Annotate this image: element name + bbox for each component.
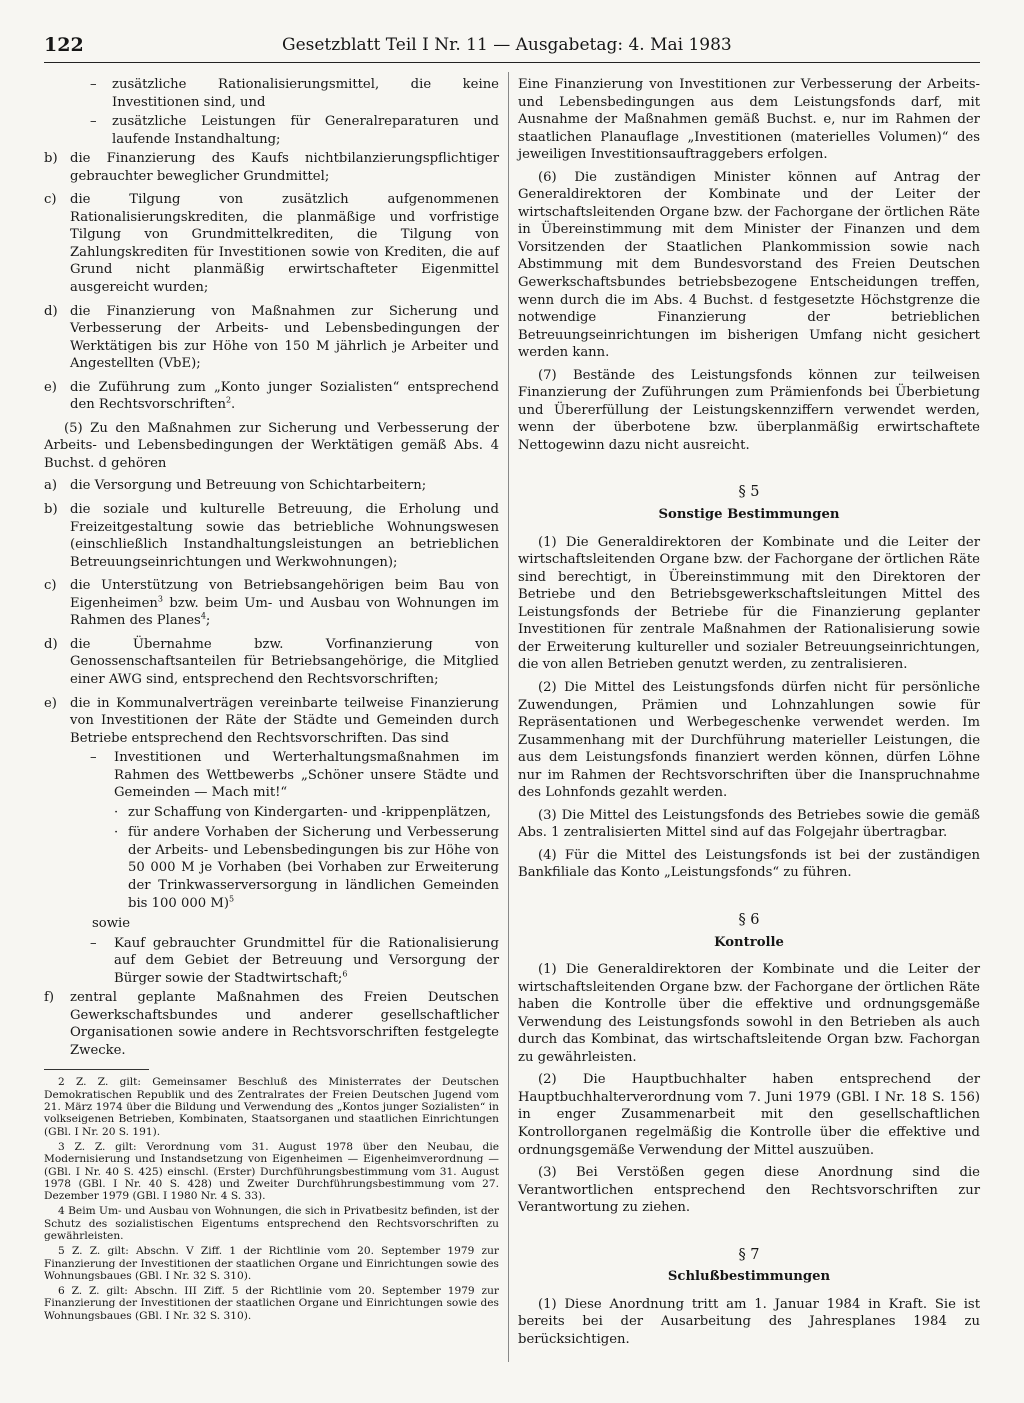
list-item: b) die soziale und kulturelle Betreuung, die Erholung und Freizeitgestaltung sowie das betriebliche Wohnungswesen (einschließlich Instandhaltungsleistungen an betrieblichen Betreuungseinrichtungen und Werkwohnungen); bbox=[44, 502, 499, 570]
list-item: – Kauf gebrauchter Grundmittel für die Rationalisierung auf dem Gebiet der Betreuung und Versorgung der Bürger sowie der Stadtwirtschaft;$^6$ bbox=[90, 935, 499, 986]
list-item: f) zentral geplante Maßnahmen des Freien Deutschen Gewerkschaftsbundes und anderer gesellschaftlicher Organisationen sowie andere in Rechtsvorschriften festgelegte Zwecke. bbox=[44, 990, 499, 1058]
paragraph: (3) Bei Verstößen gegen diese Anordnung sind die Verantwortlichen entsprechend den Rechtsvorschriften zur Verantwortung zu ziehen. bbox=[518, 1165, 980, 1216]
paragraph: (1) Die Generaldirektoren der Kombinate und die Leiter der wirtschaftsleitenden Organe bzw. der Fachorgane der örtlichen Räte haben die Kontrolle über die effektive und ordnungsgemäße Verwendung des Leistungsfonds sowohl in den Betrieben als auch durch das Kombinat, das wirtschaftsleitende Organ bzw. Fachorgan zu gewährleisten. bbox=[518, 962, 980, 1065]
column-divider bbox=[508, 72, 509, 1362]
footnote: 2 Z. Z. gilt: Gemeinsamer Beschluß des Ministerrates der Deutschen Demokratischen Republik und des Zentralrates der Freien Deutschen Jugend vom 21. März 1974 über die Bildung und Verwendung des „Kontos junger Sozialisten“ in volkseigenen Betrieben, Kombinaten, Staatsorganen und staatlichen Einrichtungen (GBl. I Nr. 20 S. 191). bbox=[44, 1076, 499, 1138]
paragraph-7: (7) Bestände des Leistungsfonds können zur teilweisen Finanzierung der Zuführungen zum Prämienfonds bei Überbietung und Übererfüllung der Leistungskennziffern verwendet werden, wenn der überbotene bzw. überplanmäßig erwirtschaftete Nettogewinn dazu nicht ausreicht. bbox=[518, 367, 980, 453]
footnote: 6 Z. Z. gilt: Abschn. III Ziff. 5 der Richtlinie vom 20. September 1979 zur Finanzierung der Investitionen der staatlichen Organe und Einrichtungen sowie des Wohnungsbaues (GBl. I Nr. 32 S. 310). bbox=[44, 1285, 499, 1322]
list-item: · zur Schaffung von Kindergarten- und -krippenplätzen, bbox=[114, 804, 491, 820]
page-number: 122 bbox=[44, 34, 84, 56]
paragraph: (2) Die Hauptbuchhalter haben entsprechend der Hauptbuchhalterverordnung vom 7. Juni 1979 (GBl. I Nr. 18 S. 156) in enger Zusammenarbeit mit den gesellschaftlichen Kontrollorganen regelmäßig die Kontrolle über die effektive und ordnungsgemäße Verwendung der Mittel auszuüben. bbox=[518, 1072, 980, 1158]
page-header bbox=[44, 30, 980, 63]
section-title: Schlußbestimmungen bbox=[667, 1269, 831, 1285]
list-item: b) die Finanzierung des Kaufs nichtbilanzierungspflichtiger gebrauchter beweglicher Grundmittel; bbox=[44, 151, 499, 184]
list-item: – zusätzliche Rationalisierungsmittel, die keine Investitionen sind, und bbox=[90, 77, 499, 110]
footnote: 4 Beim Um- und Ausbau von Wohnungen, die sich in Privatbesitz befinden, ist der Schutz des sozialistischen Eigentums entsprechend den Rechtsvorschriften zu gewährleisten. bbox=[44, 1205, 499, 1242]
sowie-text: sowie bbox=[92, 916, 131, 932]
paragraph: (1) Diese Anordnung tritt am 1. Januar 1984 in Kraft. Sie ist bereits bei der Ausarbeitung des Jahresplanes 1984 zu berücksichtigen. bbox=[518, 1296, 980, 1347]
footnote: 3 Z. Z. gilt: Verordnung vom 31. August 1978 über den Neubau, die Modernisierung und Instandsetzung von Eigenheimen — Eigenheimverordnung — (GBl. I Nr. 40 S. 425) einschl. (Erster) Durchführungsbestimmung vom 31. August 1978 (GBl. I Nr. 40 S. 428) und Zweiter Durchführungsbestimmung vom 27. Dezember 1979 (GBl. I 1980 Nr. 4 S. 33). bbox=[44, 1140, 499, 1203]
list-item: e) die in Kommunalverträgen vereinbarte teilweise Finanzierung von Investitionen der Räte der Städte und Gemeinden durch Betriebe entsprechend den Rechtsvorschriften. Das sind bbox=[44, 695, 499, 746]
list-item: c) die Tilgung von zusätzlich aufgenommenen Rationalisierungskrediten, die planmäßige und vorfristige Tilgung von Grundmittelkrediten, die Tilgung von Zahlungskrediten für Investitionen sowie von Krediten, die auf Grund nicht planmäßig erwirtschafteter Eigenmittel ausgereicht wurden; bbox=[44, 192, 499, 296]
right-column bbox=[518, 76, 980, 1353]
list-item: a) die Versorgung und Betreuung von Schichtarbeitern; bbox=[44, 478, 427, 494]
section-number: § 7 bbox=[738, 1246, 760, 1263]
paragraph: (4) Für die Mittel des Leistungsfonds ist bei der zuständigen Bankfiliale das Konto „Leistungsfonds“ zu führen. bbox=[518, 847, 980, 881]
list-item: e) die Zuführung zum „Konto junger Sozialisten“ entsprechend den Rechtsvorschriften$^2$. bbox=[44, 379, 499, 413]
list-item: c) die Unterstützung von Betriebsangehörigen beim Bau von Eigenheimen$^3$ bzw. beim Um- und Ausbau von Wohnungen im Rahmen des Planes$^4$; bbox=[44, 578, 499, 629]
list-item: · für andere Vorhaben der Sicherung und Verbesserung der Arbeits- und Lebensbedingungen bis zur Höhe von 50 000 M je Vorhaben (bei Vorhaben zur Erweiterung der Trinkwasserversorgung in ländlichen Gemeinden bis 100 000 M)$^5$ bbox=[114, 825, 499, 911]
section-number: § 6 bbox=[738, 911, 760, 928]
list-item: – zusätzliche Leistungen für Generalreparaturen und laufende Instandhaltung; bbox=[90, 114, 499, 147]
list-item: – Investitionen und Werterhaltungsmaßnahmen im Rahmen des Wettbewerbs „Schöner unsere Städte und Gemeinden — Mach mit!“ bbox=[90, 750, 499, 801]
paragraph: (1) Die Generaldirektoren der Kombinate und die Leiter der wirtschaftsleitenden Organe bzw. der Fachorgane der örtlichen Räte sind berechtigt, in Übereinstimmung mit den Direktoren der Betriebe und den Betriebsgewerkschaftsleitungen Mittel des Leistungsfonds der Betriebe für die Finanzierung geplanter Investitionen für zentrale Maßnahmen der Rationalisierung sowie der Erweiterung kultureller und sozialer Betreuungseinrichtungen, die von allen Betrieben genutzt werden, zu zentralisieren. bbox=[518, 534, 980, 673]
paragraph: (2) Die Mittel des Leistungsfonds dürfen nicht für persönliche Zuwendungen, Prämien und Lohnzahlungen sowie für Repräsentationen und Werbegeschenke verwendet werden. Im Zusammenhang mit der Durchführung materieller Leistungen, die aus dem Leistungsfonds finanziert werden können, dürfen Löhne nur im Rahmen der Rechtsvorschriften über die Inanspruchnahme des Lohnfonds gezahlt werden. bbox=[518, 679, 980, 801]
section-title: Sonstige Bestimmungen bbox=[658, 507, 840, 523]
left-column bbox=[44, 76, 499, 1325]
footnote-rule bbox=[44, 1069, 149, 1070]
footnote: 5 Z. Z. gilt: Abschn. V Ziff. 1 der Richtlinie vom 20. September 1979 zur Finanzierung der Investitionen der staatlichen Organe und Einrichtungen sowie des Wohnungsbaues (GBl. I Nr. 32 S. 310). bbox=[44, 1245, 499, 1282]
paragraph-5: (5) Zu den Maßnahmen zur Sicherung und Verbesserung der Arbeits- und Lebensbedingungen der Werktätigen gemäß Abs. 4 Buchst. d gehören bbox=[44, 420, 499, 471]
section-title: Kontrolle bbox=[714, 934, 784, 950]
running-title: Gesetzblatt Teil I Nr. 11 — Ausgabetag: 4. Mai 1983 bbox=[282, 35, 732, 55]
paragraph: (3) Die Mittel des Leistungsfonds des Betriebes sowie die gemäß Abs. 1 zentralisierten Mittel sind auf das Folgejahr übertragbar. bbox=[518, 807, 980, 841]
section-number: § 5 bbox=[738, 484, 760, 501]
paragraph-6: (6) Die zuständigen Minister können auf Antrag der Generaldirektoren der Kombinate und der Leiter der wirtschaftsleitenden Organe bzw. der Fachorgane der örtlichen Räte in Übereinstimmung mit dem Minister der Finanzen und dem Vorsitzenden der Staatlichen Plankommission sowie nach Abstimmung mit dem Bundesvorstand des Freien Deutschen Gewerkschaftsbundes betriebsbezogene Entscheidungen treffen, wenn durch die im Abs. 4 Buchst. d festgesetzte Höchstgrenze die notwendige Finanzierung der betrieblichen Betreuungseinrichtungen im bisherigen Umfang nicht gesichert werden kann. bbox=[518, 169, 980, 361]
list-item: d) die Übernahme bzw. Vorfinanzierung von Genossenschaftsanteilen für Betriebsangehörige, die Mitglied einer AWG sind, entsprechend den Rechtsvorschriften; bbox=[44, 636, 499, 687]
list-item: d) die Finanzierung von Maßnahmen zur Sicherung und Verbesserung der Arbeits- und Lebensbedingungen der Werktätigen bis zur Höhe von 150 M jährlich je Arbeiter und Angestellten (VbE); bbox=[44, 303, 499, 372]
paragraph-continuation: Eine Finanzierung von Investitionen zur Verbesserung der Arbeits- und Lebensbedingungen aus dem Leistungsfonds darf, mit Ausnahme der Maßnahmen gemäß Buchst. e, nur im Rahmen der staatlichen Planauflage „Investitionen (materielles Volumen)“ des jeweiligen Investitionsauftraggebers erfolgen. bbox=[518, 77, 980, 163]
